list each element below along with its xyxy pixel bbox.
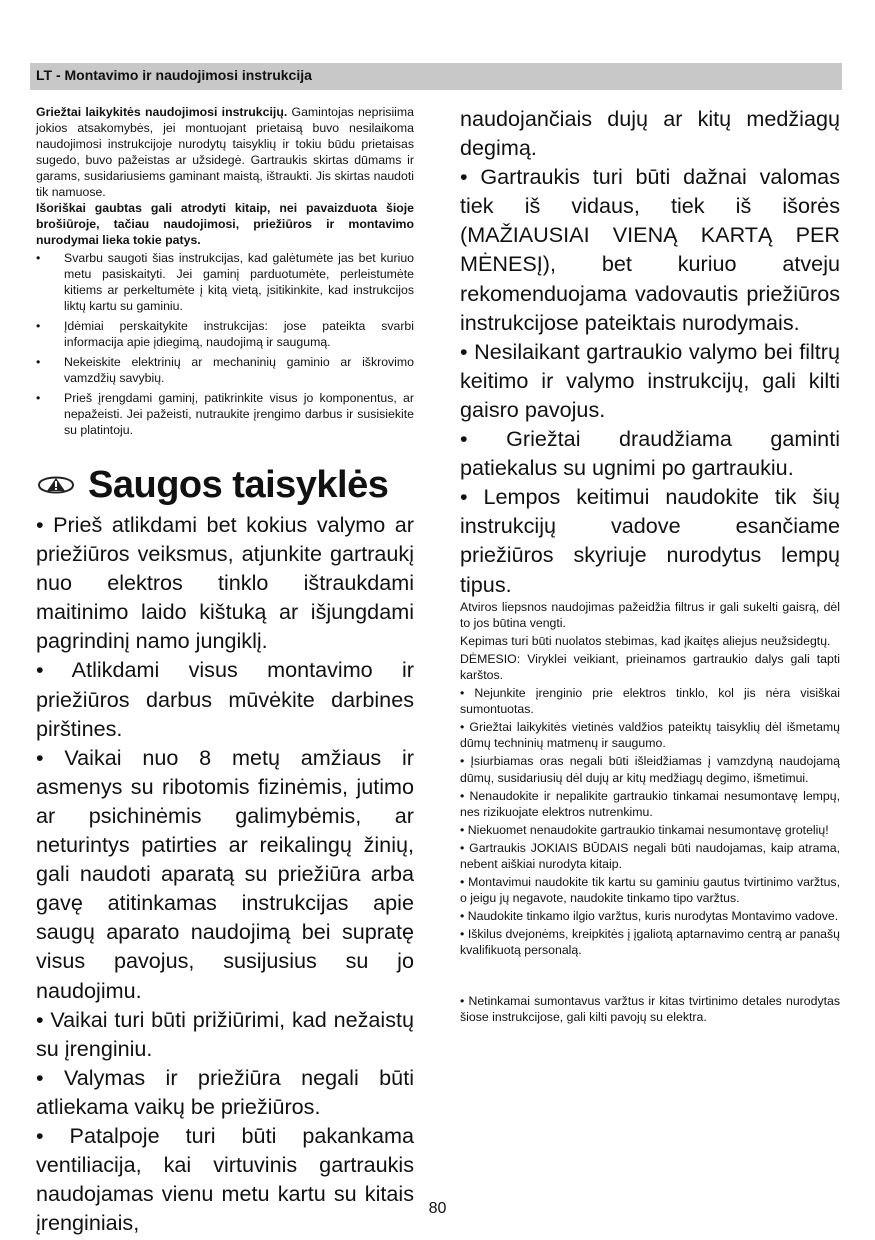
left-column bbox=[36, 104, 414, 1237]
bullet-dot: • bbox=[36, 355, 41, 369]
intro-paragraph bbox=[36, 104, 414, 200]
warning-icon bbox=[36, 470, 76, 500]
safety-paragraph: • Atlikdami visus montavimo ir priežiūros darbus mūvėkite darbines pirštines. bbox=[36, 657, 414, 741]
intro-bold-lead: Griežtai laikykitės naudojimosi instrukcijų. bbox=[36, 105, 288, 119]
intro-bullet-list bbox=[36, 250, 414, 438]
section-header bbox=[30, 63, 842, 90]
safety-small-paragraph: • Niekuomet nenaudokite gartraukio tinkamai nesumontavę grotelių! bbox=[460, 822, 829, 837]
bullet-dot: • bbox=[36, 319, 41, 333]
page-number: 80 bbox=[428, 1200, 447, 1217]
bullet-dot: • bbox=[36, 391, 41, 405]
list-item-text: Svarbu saugoti šias instrukcijas, kad galėtumėte jas bet kuriuo metu pasiskaityti. Jei gaminį parduotumėte, perleistumėte kitiems ar perkeltumėte į kitą vietą, įsitikinkite, kad instrukcijos liktų kartu su gaminiu. bbox=[64, 251, 414, 313]
safety-paragraph: • Gartraukis turi būti dažnai valomas tiek iš vidaus, tiek iš išorės (MAŽIAUSIAI VIENĄ KARTĄ PER MĖNESĮ), bet kuriuo atveju rekomenduojama vadovautis priežiūros instrukcijose pateiktais nurodymais. bbox=[460, 164, 840, 335]
intro-bold-paragraph bbox=[36, 200, 414, 248]
section-header-title: LT - Montavimo ir naudojimosi instrukcija bbox=[36, 67, 312, 83]
list-item bbox=[36, 354, 414, 386]
safety-small-paragraph: • Nejunkite įrenginio prie elektros tinklo, kol jis nėra visiškai sumontuotas. bbox=[460, 686, 840, 717]
safety-heading bbox=[36, 460, 414, 510]
safety-paragraph: • Patalpoje turi būti pakankama ventiliacija, kai virtuvinis gartraukis naudojamas vienu metu kartu su kitais įrenginiais, bbox=[36, 1122, 414, 1236]
safety-small-paragraph: • Nenaudokite ir nepalikite gartraukio tinkamai nesumontavę lempų, nes rizikuojate elektros nutrenkimu. bbox=[460, 788, 840, 819]
safety-paragraph: • Nesilaikant gartraukio valymo bei filtrų keitimo ir valymo instrukcijų, gali kilti gaisro pavojus. bbox=[460, 338, 840, 422]
list-item bbox=[36, 250, 414, 314]
safety-small-paragraph: • Montavimui naudokite tik kartu su gaminiu gautus tvirtinimo varžtus, o jeigu jų negavote, naudokite tinkamo tipo varžtus. bbox=[460, 875, 840, 906]
list-item-text: Nekeiskite elektrinių ar mechaninių gaminio ar iškrovimo vamzdžių savybių. bbox=[64, 355, 414, 385]
bullet-dot: • bbox=[36, 251, 41, 265]
safety-paragraph: • Lempos keitimui naudokite tik šių instrukcijų vadove esančiame priežiūros skyriuje nurodytus lempų tipus. bbox=[460, 484, 840, 597]
safety-small-paragraph: • Iškilus dvejonėms, kreipkitės į įgaliotą aptarnavimo centrą ar panašų kvalifikuotą personalą. bbox=[460, 927, 840, 958]
safety-small-paragraph: • Naudokite tinkamo ilgio varžtus, kuris nurodytas Montavimo vadove. bbox=[460, 909, 839, 924]
safety-small-paragraph: • Gartraukis JOKIAIS BŪDAIS negali būti naudojamas, kaip atrama, nebent aiškiai nurodyta kitaip. bbox=[460, 840, 840, 871]
list-item bbox=[36, 390, 414, 438]
intro-text: Gamintojas neprisiima jokios atsakomybės, jei montuojant prietaisą buvo nesilaikoma naudojimosi instrukcijoje nurodytų taisyklių ir tokiu būdu prietaisas sugedo, buvo pažeistas ar užsidegė. Gartraukis skirtas dūmams ir garams, susidariusiems gaminant maistą, ištraukti. Jis skirtas naudoti tik namuose. bbox=[36, 105, 414, 199]
list-item-text: Prieš įrengdami gaminį, patikrinkite visus jo komponentus, ar nepažeisti. Jei pažeisti, nutraukite įrengimo darbus ir susisiekite su platintoju. bbox=[64, 391, 414, 437]
safety-small-paragraph: Atviros liepsnos naudojimas pažeidžia filtrus ir gali sukelti gaisrą, dėl to jos būtina vengti. bbox=[460, 599, 840, 630]
safety-paragraph: • Vaikai nuo 8 metų amžiaus ir asmenys su ribotomis fizinėmis, jutimo ar psichinėmis galimybėmis, ar neturintys patirties ar reikalingų žinių, gali naudoti aparatą su priežiūra arba gavę atitinkamas instrukcijas apie saugų aparato naudojimą bei supratę visus pavojus, susijusius su jo naudojimu. bbox=[36, 744, 414, 1003]
safety-small-paragraph: • Netinkamai sumontavus varžtus ir kitas tvirtinimo detales nurodytas šiose instrukcijose, gali kilti pavojų su elektra. bbox=[460, 993, 840, 1024]
intro-bold-text: Išoriškai gaubtas gali atrodyti kitaip, nei pavaizduota šioje brošiūroje, tačiau naudojimosi, priežiūros ir montavimo nurodymai lieka tokie patys. bbox=[36, 201, 414, 247]
safety-small-paragraph: DĖMESIO: Viryklei veikiant, prieinamos gartraukio dalys gali tapti karštos. bbox=[460, 651, 840, 682]
list-item-text: Įdėmiai perskaitykite instrukcijas: jose pateikta svarbi informacija apie įdiegimą, naudojimą ir saugumą. bbox=[64, 319, 414, 349]
safety-small-paragraph: • Griežtai laikykitės vietinės valdžios pateiktų taisyklių dėl išmetamų dūmų techninių matmenų ir saugumo. bbox=[460, 720, 840, 751]
safety-paragraph: naudojančiais dujų ar kitų medžiagų degimą. bbox=[460, 106, 840, 161]
safety-paragraph: • Valymas ir priežiūra negali būti atliekama vaikų be priežiūros. bbox=[36, 1064, 414, 1119]
safety-paragraph: • Vaikai turi būti prižiūrimi, kad nežaistų su įrenginiu. bbox=[36, 1006, 414, 1061]
list-item bbox=[36, 318, 414, 350]
right-column bbox=[460, 104, 840, 1027]
safety-small-paragraph: Kepimas turi būti nuolatos stebimas, kad įkaitęs aliejus neužsidegtų. bbox=[460, 633, 831, 648]
safety-small-paragraphs bbox=[460, 599, 840, 1025]
safety-paragraph: • Prieš atlikdami bet kokius valymo ar priežiūros veiksmus, atjunkite gartraukį nuo elektros tinklo ištraukdami maitinimo laido kištuką ar išjungdami pagrindinį namo jungiklį. bbox=[36, 512, 414, 654]
spacer bbox=[460, 961, 840, 993]
safety-title: Saugos taisyklės bbox=[88, 463, 389, 506]
safety-small-paragraph: • Įsiurbiamas oras negali būti išleidžiamas į vamzdyną naudojamą dūmų, susidariusių dėl dujų ar kitų medžiagų degimo, išmetimui. bbox=[460, 754, 840, 785]
safety-paragraph: • Griežtai draudžiama gaminti patiekalus su ugnimi po gartraukiu. bbox=[460, 426, 840, 481]
